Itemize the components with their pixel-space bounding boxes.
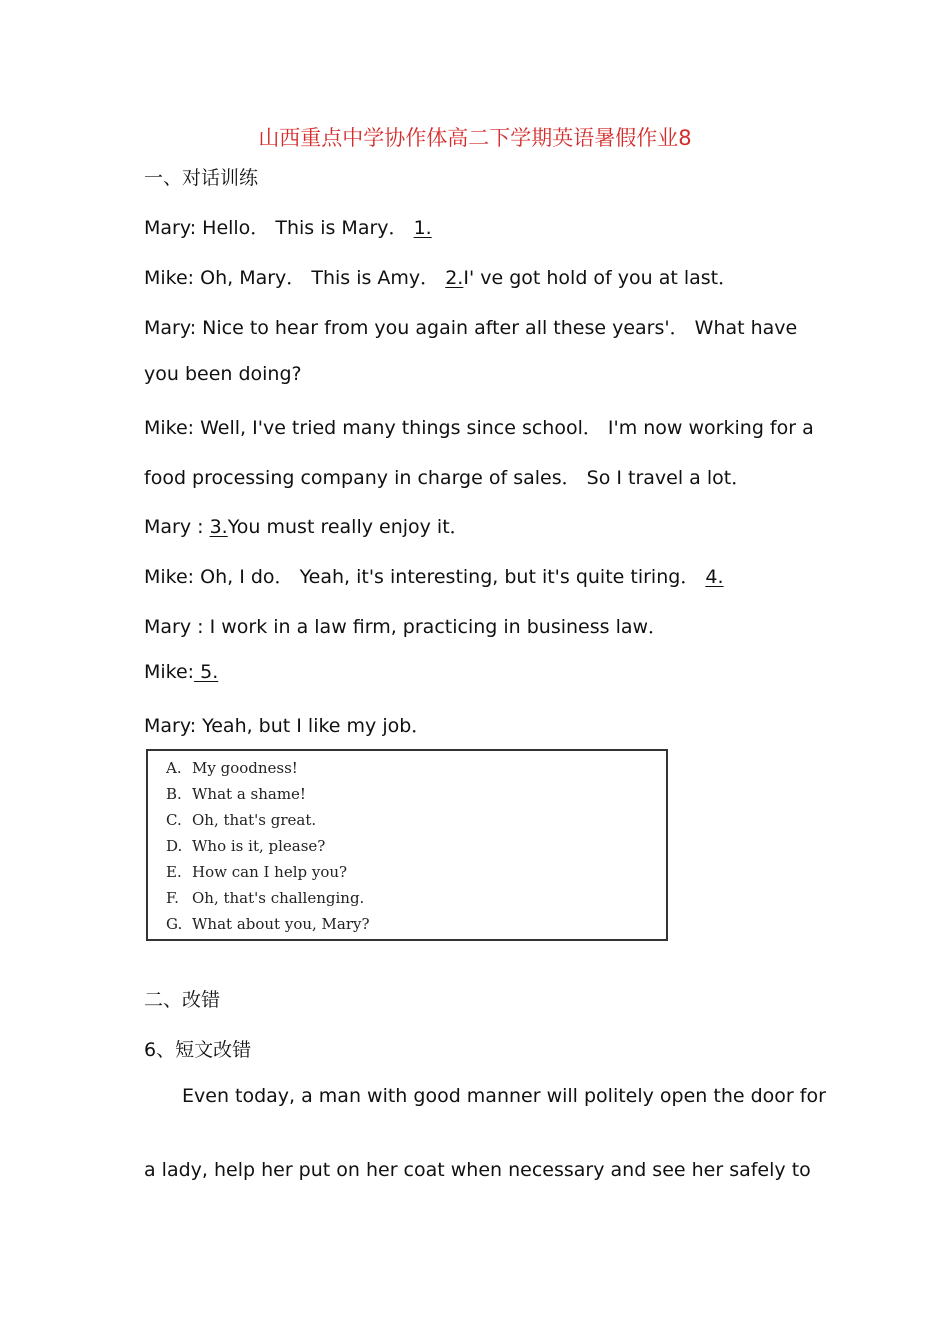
paragraph-line: Even today, a man with good manner will politely open the door for xyxy=(182,1085,826,1107)
dialogue-text: I' ve got hold of you at last． xyxy=(463,267,738,289)
option-key: C. xyxy=(166,811,182,829)
option-text: My goodness! xyxy=(192,759,298,777)
dialogue-line xyxy=(144,512,469,539)
option-text: What a shame! xyxy=(192,785,306,803)
option-key: G. xyxy=(166,915,183,933)
option-key: D. xyxy=(166,837,183,855)
dialogue-line xyxy=(144,463,750,490)
option-text: Oh, that's challenging. xyxy=(192,889,365,907)
dialogue-line xyxy=(144,313,797,340)
dialogue-text: You must really enjoy it． xyxy=(227,516,469,538)
paragraph-line: a lady, help her put on her coat when necessary and see her safely to xyxy=(144,1159,811,1181)
dialogue-text: Mary: Nice to hear from you again after all these years'． What have xyxy=(144,317,798,339)
dialogue-text: Mike: Oh, I do． Yeah, it's interesting, but it's quite tiring． xyxy=(144,566,706,588)
option-key: E. xyxy=(166,863,182,881)
dialogue-line xyxy=(144,363,302,385)
option-text: Oh, that's great. xyxy=(192,811,317,829)
option-item xyxy=(166,863,347,881)
dialogue-text: Mike: xyxy=(144,661,195,683)
dialogue-line xyxy=(144,263,737,290)
dialogue-line xyxy=(144,711,430,738)
answer-blank: 2. xyxy=(445,267,464,289)
options-box xyxy=(146,749,668,941)
option-text: What about you, Mary? xyxy=(192,915,370,933)
dialogue-text: Mike: Oh, Mary． This is Amy． xyxy=(144,267,446,289)
answer-blank: 5. xyxy=(194,661,219,683)
option-text: How can I help you? xyxy=(192,863,348,881)
dialogue-text: Mary: Hello． This is Mary． xyxy=(144,217,414,239)
question-label: 6、短文改错 xyxy=(144,1039,252,1061)
dialogue-text: Mary : xyxy=(144,516,210,538)
option-item xyxy=(166,837,325,855)
section1-heading: 一、对话训练 xyxy=(144,167,259,189)
answer-blank: 1. xyxy=(413,217,432,239)
dialogue-text: food processing company in charge of sales． So I travel a lot． xyxy=(144,467,751,489)
option-text: Who is it, please? xyxy=(192,837,326,855)
option-item xyxy=(166,915,370,933)
option-key: F. xyxy=(166,889,179,907)
option-item xyxy=(166,811,316,829)
section2-heading: 二、改错 xyxy=(144,989,221,1011)
dialogue-line xyxy=(144,213,432,240)
option-key: B. xyxy=(166,785,182,803)
option-key: A. xyxy=(166,759,182,777)
dialogue-line xyxy=(144,612,667,639)
answer-blank: 3. xyxy=(209,516,228,538)
answer-blank: 4. xyxy=(705,566,724,588)
option-item xyxy=(166,785,306,803)
dialogue-text: you been doing? xyxy=(144,363,302,385)
dialogue-line xyxy=(144,562,724,589)
dialogue-text: Mike: Well, I've tried many things since school． I'm now working for a xyxy=(144,417,814,439)
page-title: 山西重点中学协作体高二下学期英语暑假作业8 xyxy=(258,126,692,150)
option-item xyxy=(166,759,298,777)
dialogue-text: Mary : I work in a law firm, practicing in business law． xyxy=(144,616,668,638)
option-item xyxy=(166,889,364,907)
dialogue-text: Mary: Yeah, but I like my job． xyxy=(144,715,431,737)
dialogue-line xyxy=(144,661,218,683)
dialogue-line xyxy=(144,413,814,440)
